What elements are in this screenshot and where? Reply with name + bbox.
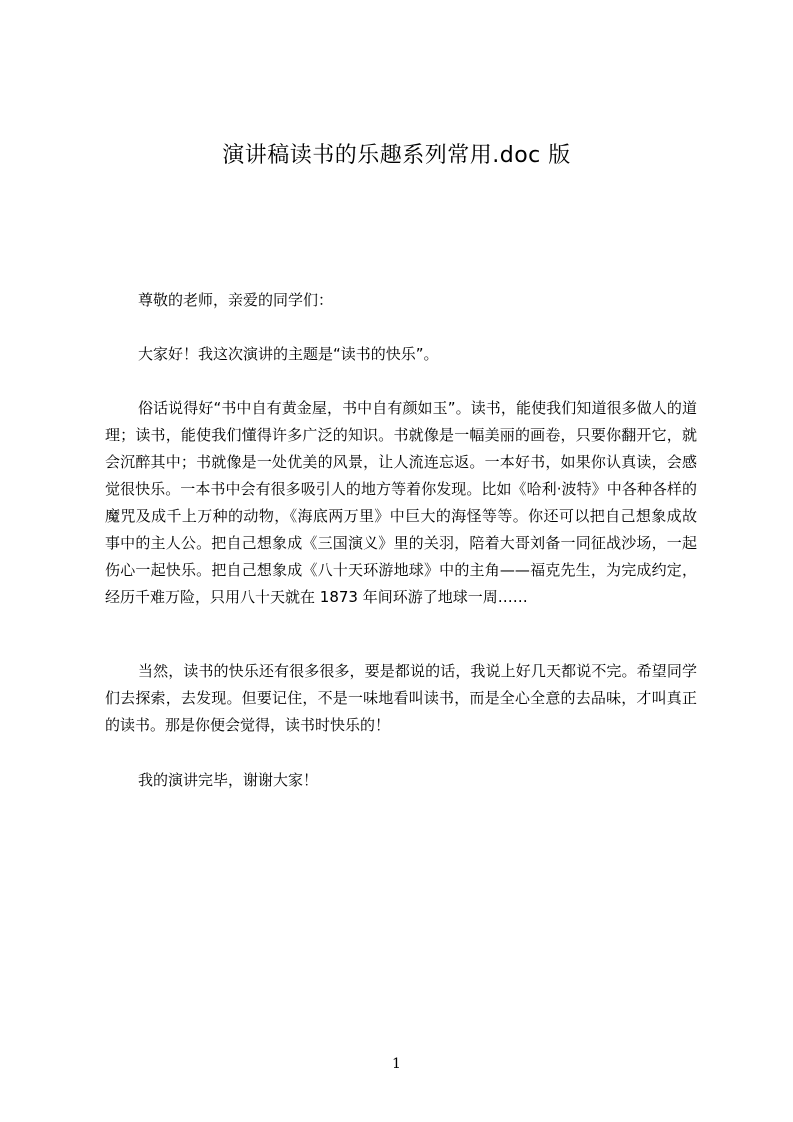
greeting-paragraph: 大家好！我这次演讲的主题是“读书的快乐”。 bbox=[138, 345, 439, 363]
body-paragraph-1: 俗话说得好“书中自有黄金屋，书中自有颜如玉”。读书，能使我们知道很多做人的道理；读书，能使我们懂得许多广泛的知识。书就像是一幅美丽的画卷，只要你翻开它，就会沉醉其中；书就像是一处优美的风景，让人流连忘返。一本好书，如果你认真读，会感觉很快乐。一本书中会有很多吸引人的地方等着你发现。比如《哈利·波特》中各种各样的魔咒及成千上万种的动物，《海底两万里》中巨大的海怪等等。你还可以把自己想象成故事中的主人公。把自己想象成《三国演义》里的关羽，陪着大哥刘备一同征战沙场，一起伤心一起快乐。把自己想象成《八十天环游地球》中的主角——福克先生，为完成约定，经历千难万险，只用八十天就在 1873 年间环游了地球一周…… bbox=[105, 399, 697, 606]
document-title: 演讲稿读书的乐趣系列常用.doc 版 bbox=[222, 143, 571, 168]
page-number: 1 bbox=[392, 1056, 401, 1072]
body-paragraph-2: 当然，读书的快乐还有很多很多，要是都说的话，我说上好几天都说不完。希望同学们去探索，去发现。但要记住，不是一味地看叫读书，而是全心全意的去品味，才叫真正的读书。那是你便会觉得，读书时快乐的！ bbox=[105, 662, 697, 734]
salutation-paragraph: 尊敬的老师，亲爱的同学们： bbox=[138, 291, 334, 309]
closing-paragraph: 我的演讲完毕，谢谢大家！ bbox=[138, 771, 319, 789]
